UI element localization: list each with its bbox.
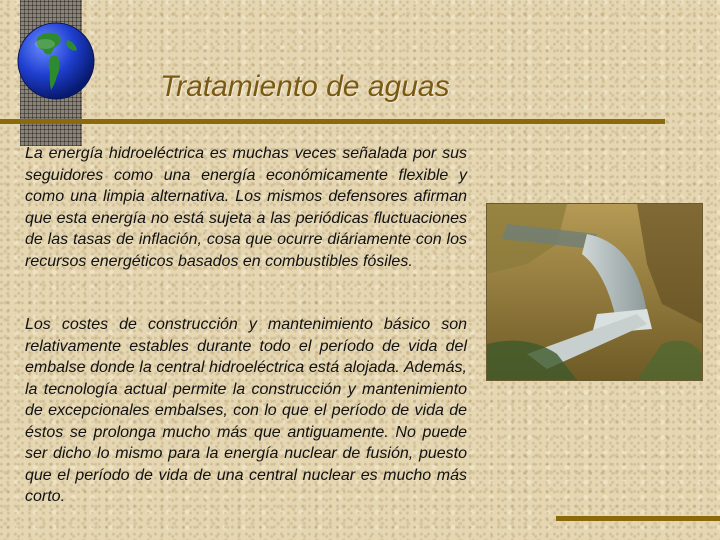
paragraph-1: La energía hidroeléctrica es muchas veces señalada por sus seguidores como una energía económicamente flexible y como una limpia alternativa. Los mismos defensores afirman que esta energía no está sujeta a las periódicas fluctuaciones de las tasas de inflación, cosa que ocurre diáriamente con los recursos energéticos basados en combustibles fósiles. — [25, 145, 467, 270]
title-divider — [0, 119, 665, 124]
paragraph-2: Los costes de construcción y mantenimiento básico son relativamente estables durante todo el período de vida del embalse donde la central hidroeléctrica está alojada. Además, la tecnología actual permite la construcción y mantenimiento de excepcionales embalses, con lo que el período de vida de éstos se prolonga mucho más que antiguamente. No puede ser dicho lo mismo para la energía nuclear de fusión, puesto que el período de vida de una central nuclear es mucho más corto. — [25, 316, 467, 505]
bottom-divider — [556, 516, 720, 521]
dam-photo — [486, 203, 703, 381]
slide-title: Tratamiento de aguas — [160, 70, 450, 103]
globe-icon — [15, 20, 97, 102]
